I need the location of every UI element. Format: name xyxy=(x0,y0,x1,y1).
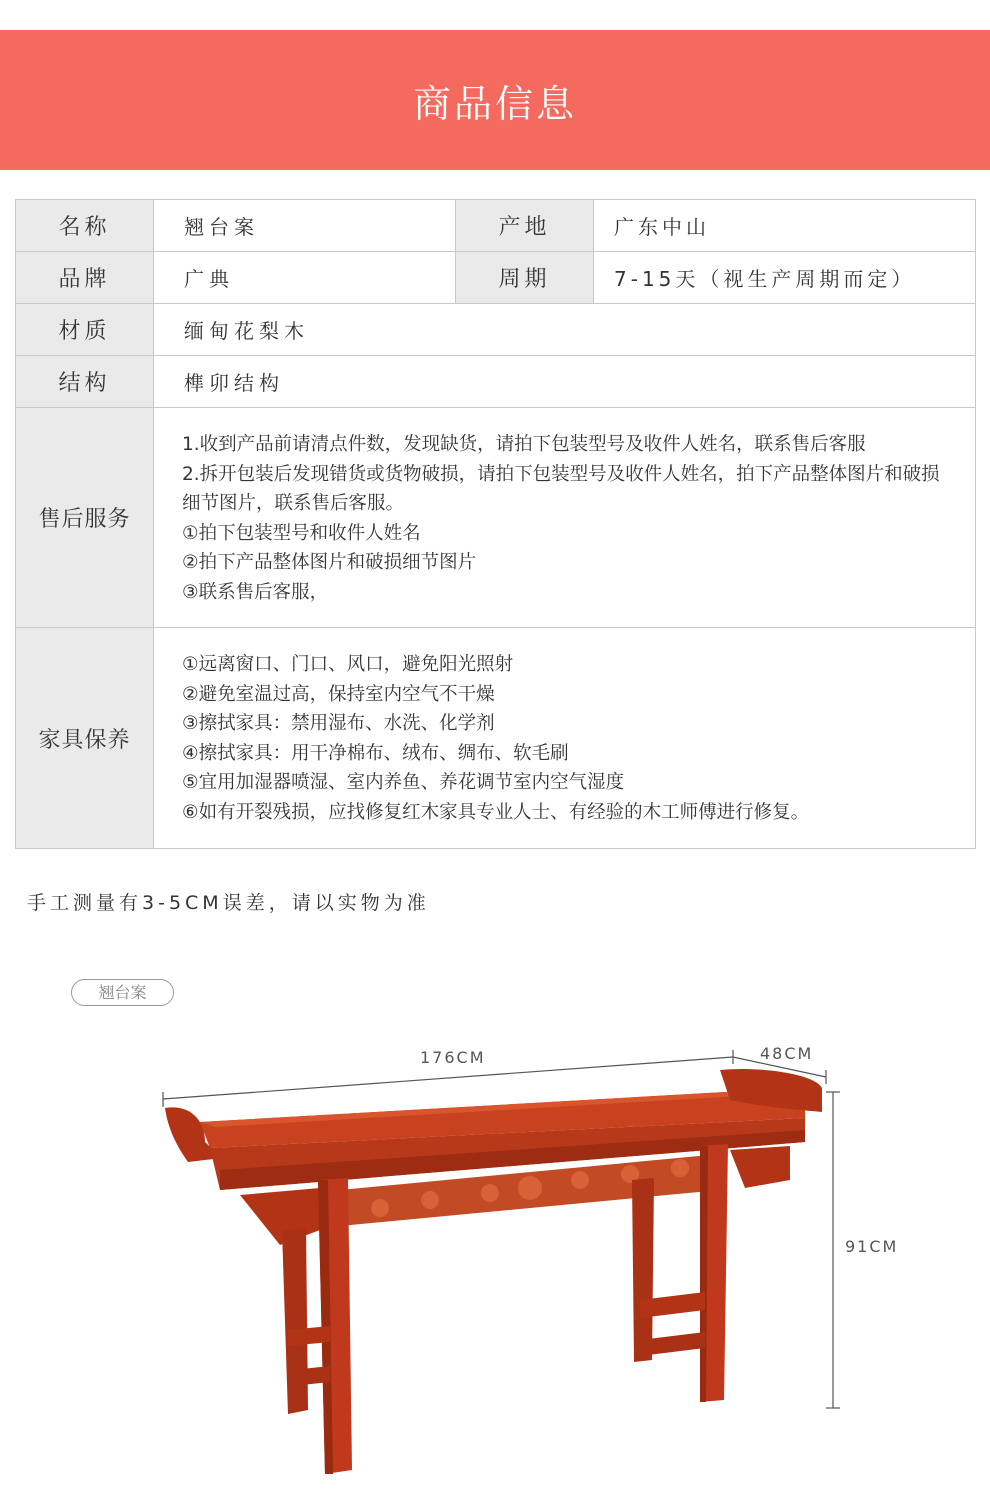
product-tag: 翘台案 xyxy=(71,979,174,1006)
spec-row-material xyxy=(16,304,976,356)
care-line: ④擦拭家具：用干净棉布、绒布、绸布、软毛刷 xyxy=(182,742,569,764)
product-figure xyxy=(0,1030,990,1500)
after-sales-content xyxy=(154,408,976,628)
spec-row-structure xyxy=(16,356,976,408)
page-title: 商品信息 xyxy=(412,81,577,126)
origin-value: 广东中山 xyxy=(594,200,976,252)
spec-row-care xyxy=(16,628,976,849)
care-content xyxy=(154,628,976,849)
altar-table-illustration xyxy=(165,1069,822,1474)
care-line: ⑥如有开裂残损，应找修复红木家具专业人士、有经验的木工师傅进行修复。 xyxy=(182,801,810,823)
after-sales-line: ②拍下产品整体图片和破损细节图片 xyxy=(182,552,477,573)
brand-label: 品牌 xyxy=(16,252,154,304)
after-sales-line: ①拍下包装型号和收件人姓名 xyxy=(182,522,421,544)
after-sales-label: 售后服务 xyxy=(16,408,154,628)
spec-row-name xyxy=(16,200,976,252)
spec-row-brand xyxy=(16,252,976,304)
length-dimension-label: 176CM xyxy=(420,1048,486,1067)
care-label: 家具保养 xyxy=(16,628,154,849)
structure-label: 结构 xyxy=(16,356,154,408)
measurement-note: 手工测量有3-5CM误差，请以实物为准 xyxy=(27,892,430,914)
spec-table xyxy=(15,199,976,849)
material-label: 材质 xyxy=(16,304,154,356)
after-sales-line: 1.收到产品前请清点件数，发现缺货，请拍下包装型号及收件人姓名，联系售后客服 xyxy=(182,434,866,455)
name-label: 名称 xyxy=(16,200,154,252)
care-line: ②避免室温过高，保持室内空气不干燥 xyxy=(182,683,495,705)
height-dimension-label: 91CM xyxy=(845,1237,899,1256)
material-value: 缅甸花梨木 xyxy=(154,304,976,356)
spec-row-after-sales xyxy=(16,408,976,628)
care-line: ①远离窗口、门口、风口，避免阳光照射 xyxy=(182,654,514,675)
name-value: 翘台案 xyxy=(154,200,456,252)
origin-label: 产地 xyxy=(456,200,594,252)
care-line: ③擦拭家具：禁用湿布、水洗、化学剂 xyxy=(182,713,495,734)
structure-value: 榫卯结构 xyxy=(154,356,976,408)
brand-value: 广典 xyxy=(154,252,456,304)
header-banner xyxy=(0,30,990,170)
cycle-value: 7-15天（视生产周期而定） xyxy=(594,252,976,304)
care-line: ⑤宜用加湿器喷湿、室内养鱼、养花调节室内空气湿度 xyxy=(182,772,625,793)
cycle-label: 周期 xyxy=(456,252,594,304)
after-sales-line: ③联系售后客服， xyxy=(182,581,329,603)
depth-dimension-label: 48CM xyxy=(760,1044,814,1063)
after-sales-line: 2.拆开包装后发现错货或货物破损，请拍下包装型号及收件人姓名，拍下产品整体图片和破损细节图片，联系售后客服。 xyxy=(182,463,940,514)
